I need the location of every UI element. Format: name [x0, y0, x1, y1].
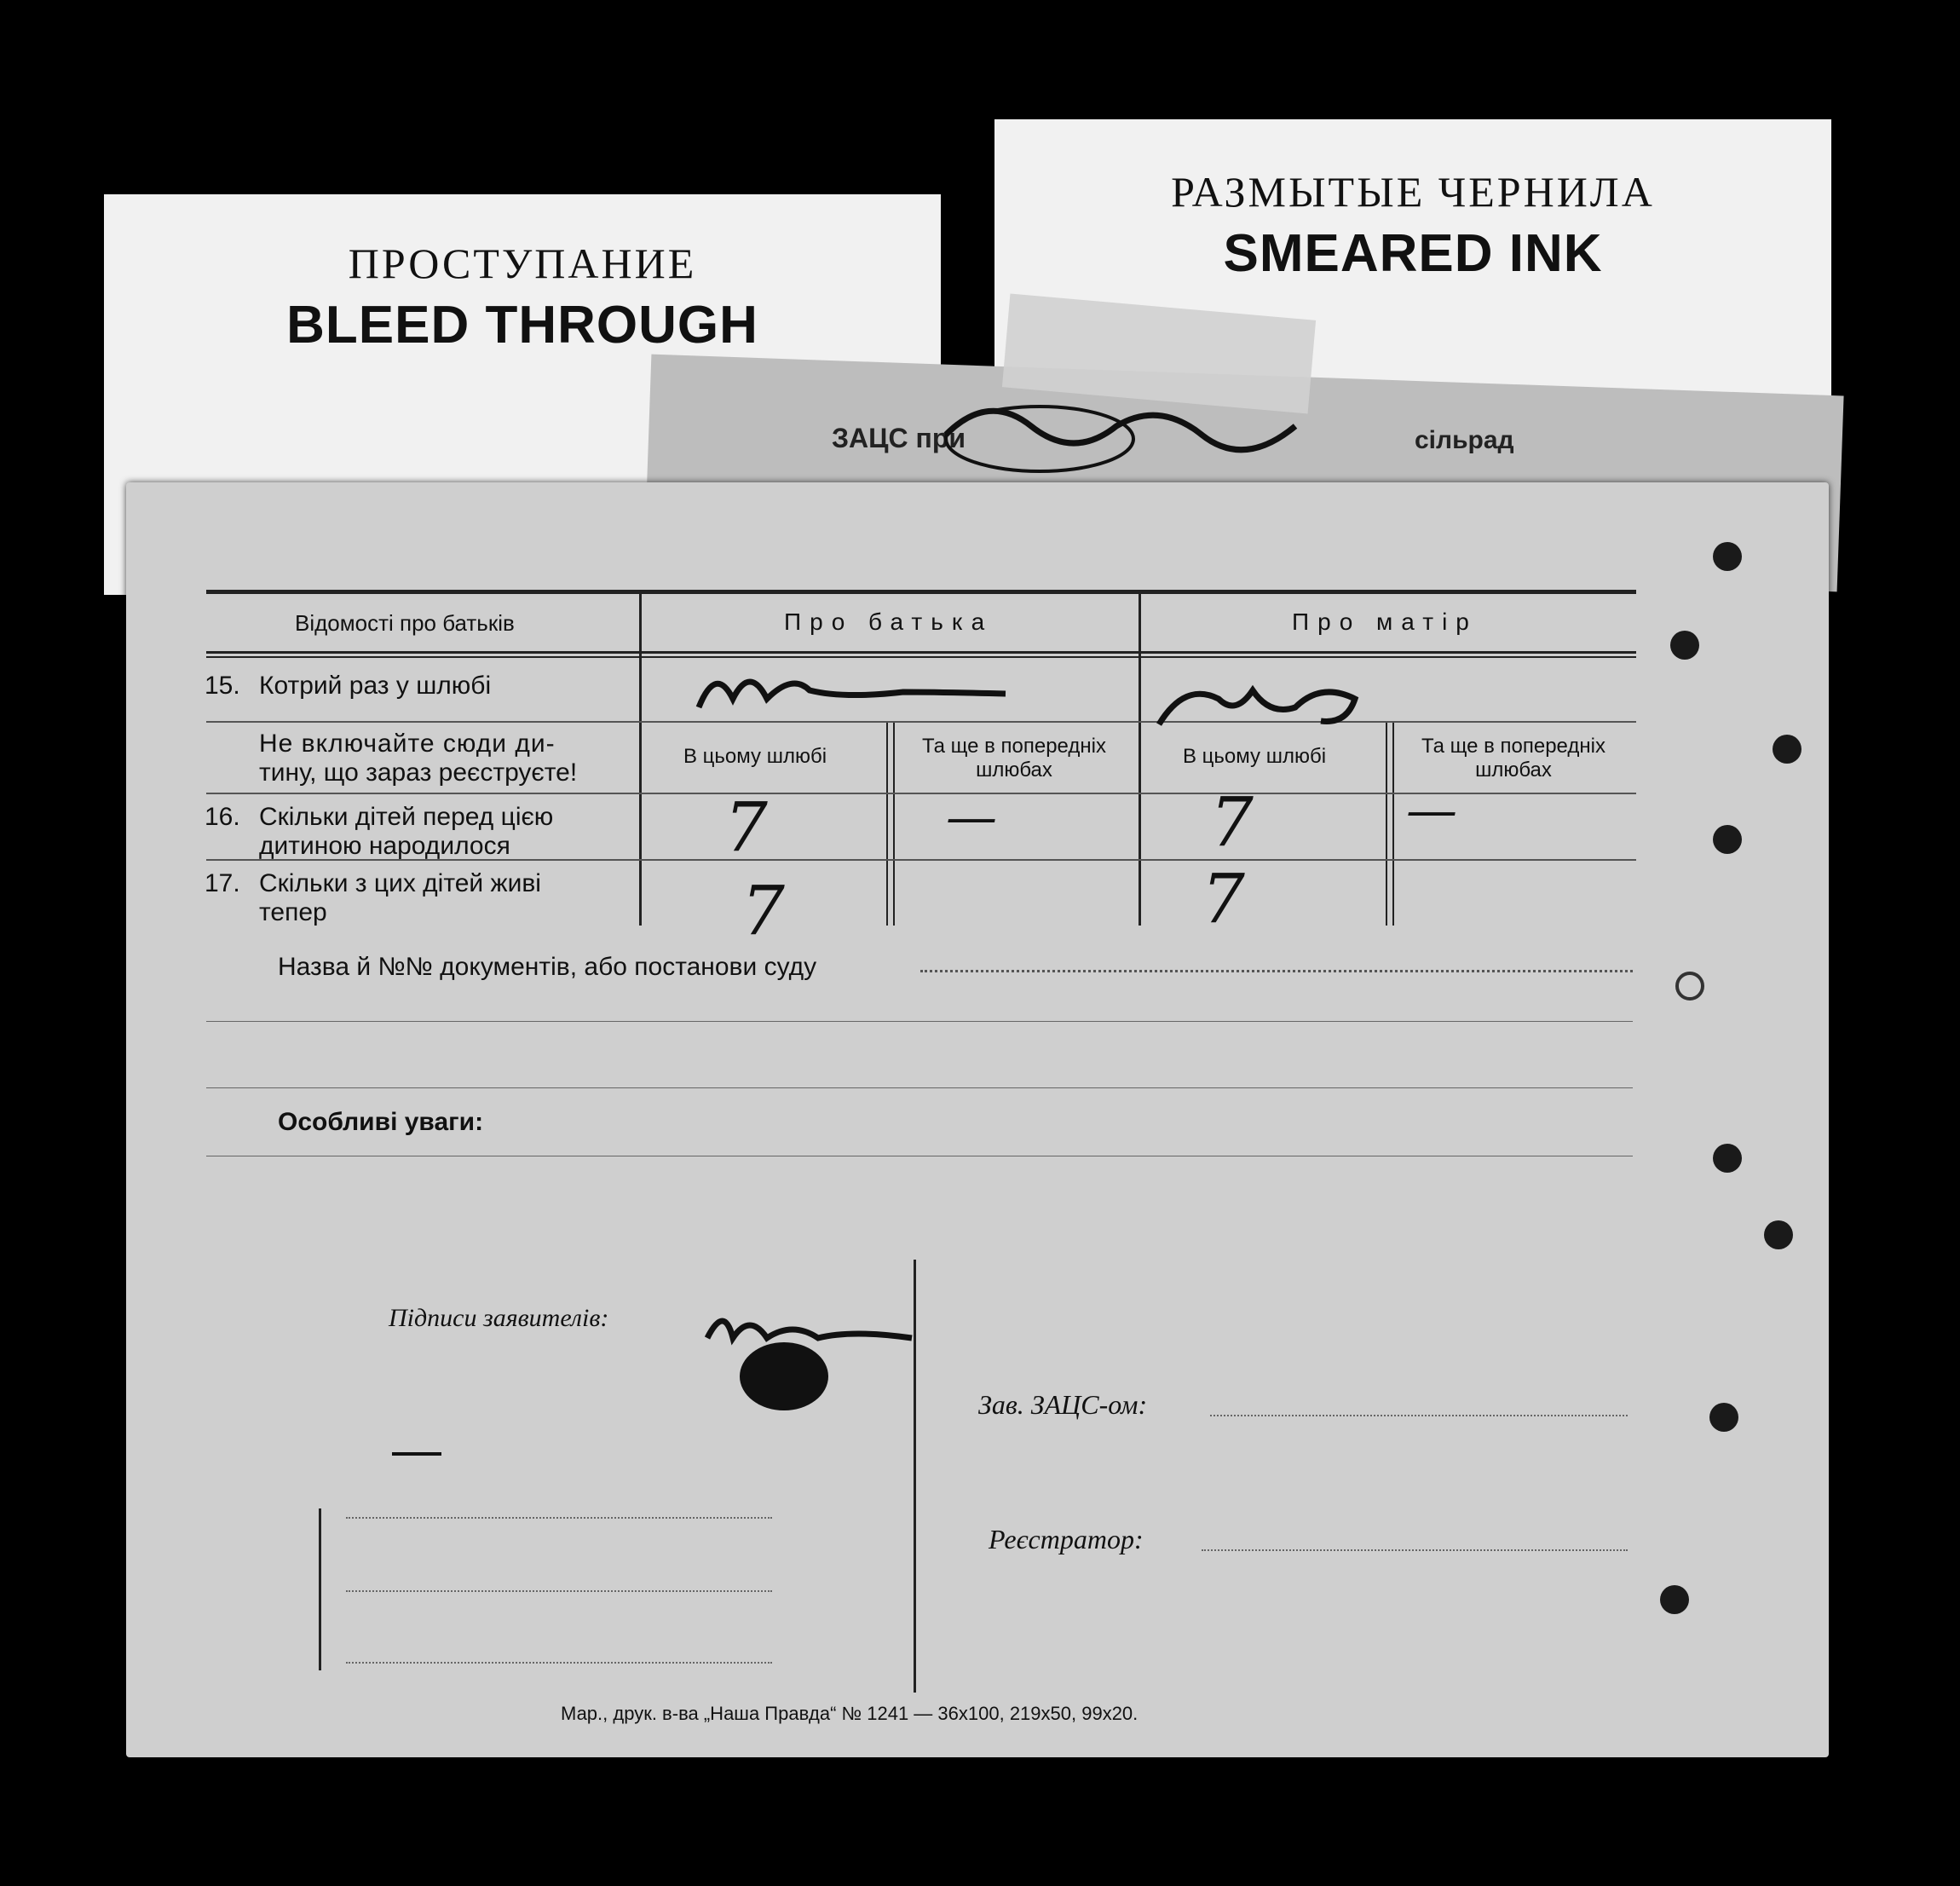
documents-label: Назва й №№ документів, або постанови суду — [278, 953, 817, 981]
punch-hole — [1709, 1403, 1738, 1432]
row16-mother-prev-value: — — [1406, 781, 1457, 840]
back-sheet-handwriting — [937, 375, 1346, 477]
header-parents-info: Відомості про батьків — [295, 610, 515, 636]
documents-line — [206, 1087, 1633, 1088]
bleed-through-label-ru: ПРОСТУПАНИЕ — [348, 239, 697, 287]
signature-line — [346, 1662, 772, 1664]
row17-number: 17. — [205, 869, 240, 897]
printer-imprint: Мар., друк. в-ва „Наша Правда“ № 1241 — 36х100, 219х50, 99х20. — [561, 1703, 1139, 1724]
punch-hole — [1773, 735, 1801, 764]
table-top-rule — [206, 590, 1636, 594]
punch-hole — [1713, 542, 1742, 571]
column-divider — [639, 593, 642, 926]
bleed-through-label-en: BLEED THROUGH — [286, 296, 758, 355]
punch-hole — [1713, 1144, 1742, 1173]
row15-father-signature — [682, 648, 1023, 724]
documents-dotted-line — [920, 970, 1633, 972]
registrar-label: Реєстратор: — [989, 1524, 1144, 1554]
note-line1: Не включайте сюди ди- — [259, 730, 556, 758]
subheader-mother-previous — [1411, 735, 1616, 782]
subheader-father-this-marriage: В цьому шлюбі — [683, 745, 827, 768]
signature-bracket — [319, 1508, 321, 1670]
row16-number: 16. — [205, 803, 240, 831]
header-about-father: Про батька — [784, 608, 994, 635]
head-zags-line — [1210, 1415, 1628, 1416]
signature-dash — [392, 1452, 441, 1456]
row16-father-prev-value: — — [946, 787, 997, 847]
column-divider — [1386, 723, 1394, 926]
row17-father-this-value: 7 — [741, 871, 785, 950]
row17-line1: Скільки з цих дітей живі — [259, 869, 541, 897]
row15-number: 15. — [205, 672, 240, 700]
registrar-line — [1202, 1549, 1628, 1551]
note-line2: тину, що зараз реєструєте! — [259, 758, 578, 787]
subheader-mother-previous-line1: Та ще в попередніх — [1421, 735, 1605, 758]
punch-hole — [1764, 1220, 1793, 1249]
signature-line — [346, 1590, 772, 1592]
punch-hole — [1670, 631, 1699, 660]
documents-line — [206, 1021, 1633, 1022]
smeared-ink-label-en: SMEARED INK — [1223, 224, 1603, 283]
row17-line2: тепер — [259, 898, 327, 926]
row-rule — [206, 859, 1636, 861]
applicant-signature-smeared — [699, 1287, 937, 1423]
head-zags-label: Зав. ЗАЦС-ом: — [978, 1389, 1148, 1420]
row16-line1: Скільки дітей перед цією — [259, 803, 554, 831]
special-notes-label: Особливі уваги: — [278, 1108, 484, 1136]
row16-father-this-value: 7 — [724, 787, 768, 867]
back-sheet-stamp-text-right: сільрад — [1415, 426, 1514, 454]
subheader-father-previous — [912, 735, 1116, 782]
row17-mother-this-value: 7 — [1202, 859, 1245, 938]
row16-line2: дитиною народилося — [259, 832, 510, 860]
column-divider — [1139, 593, 1141, 926]
column-divider — [886, 723, 895, 926]
subheader-father-previous-line1: Та ще в попередніх — [922, 735, 1106, 758]
back-sheet-stamp-text: ЗАЦС при — [832, 423, 966, 453]
header-about-mother: Про матір — [1292, 608, 1478, 635]
subheader-father-previous-line2: шлюбах — [976, 758, 1052, 782]
row16-mother-this-value: 7 — [1210, 782, 1254, 862]
smeared-ink-label-ru: РАЗМЫТЫЕ ЧЕРНИЛА — [1171, 168, 1655, 216]
subheader-mother-previous-line2: шлюбах — [1475, 758, 1552, 782]
signature-line — [346, 1517, 772, 1519]
applicants-signatures-label: Підписи заявителів: — [389, 1304, 609, 1332]
punch-hole — [1713, 825, 1742, 854]
row15-mother-signature — [1150, 665, 1389, 733]
subheader-mother-this-marriage: В цьому шлюбі — [1183, 745, 1327, 768]
row15-label: Котрий раз у шлюбі — [259, 672, 492, 700]
punch-hole — [1675, 972, 1704, 1001]
punch-hole — [1660, 1585, 1689, 1614]
